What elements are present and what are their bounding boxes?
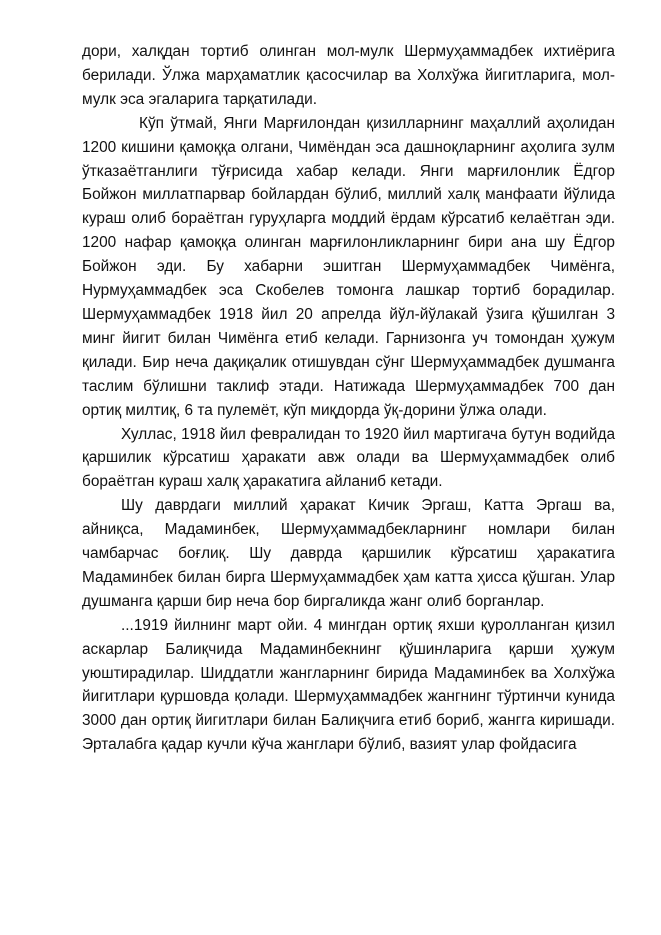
paragraph-3: Хуллас, 1918 йил февралидан то 1920 йил мартигача бутун водийда қаршилик кўрсатиш ҳаракати авж олади ва Шермуҳаммадбек олиб бораётган кураш халқ ҳаракатига айланиб кетади. <box>82 425 615 491</box>
paragraph-4: Шу даврдаги миллий ҳаракат Кичик Эргаш, Катта Эргаш ва, айниқса, Мадаминбек, Шермуҳаммадбекларнинг номлари билан чамбарчас боғлиқ. Шу даврда қаршилик кўрсатиш ҳаракатига Мадаминбек билан бирга Шермуҳаммадбек ҳам катта ҳисса қўшган. Улар душманга қарши бир неча бор биргаликда жанг олиб борганлар. <box>82 497 615 610</box>
document-page <box>82 40 615 757</box>
paragraph-1: дори, халқдан тортиб олинган мол-мулк Шермуҳаммадбек ихтиёрига берилади. Ўлжа марҳаматлик қасосчилар ва Холхўжа йигитларига, мол-мулк эса эгаларига тарқатилади. <box>82 43 615 108</box>
paragraph-2: Кўп ўтмай, Янги Марғилондан қизилларнинг маҳаллий аҳолидан 1200 кишини қамоққа олгани, Чимёндан эса дашноқларнинг аҳолига зулм ўтказаётганлиги тўғрисида хабар келади. Янги марғилонлик Ёдгор Бойжон миллатпарвар бойлардан бўлиб, миллий халқ манфаати йўлида кураш олиб бораётган гуруҳларга моддий ёрдам кўрсатиб келаётган эди. 1200 нафар қамоққа олинган марғилонликларнинг бири ана шу Ёдгор Бойжон эди. Бу хабарни эшитган Шермуҳаммадбек Чимёнга, Нурмуҳаммадбек эса Скобелев томонга лашкар тортиб борадилар. Шермуҳаммадбек 1918 йил 20 апрелда йўл-йўлакай ўзига қўшилган 3 минг йигит билан Чимёнга етиб келади. Гарнизонга уч томондан ҳужум қилади. Бир неча дақиқалик отишувдан сўнг Шермуҳаммадбек душманга таслим бўлишни таклиф этади. Натижада Шермуҳаммадбек 700 дан ортиқ милтиқ, 6 та пулемёт, кўп миқдорда ўқ-дорини ўлжа олади. <box>82 114 615 419</box>
paragraph-5: ...1919 йилнинг март ойи. 4 мингдан ортиқ яхши қуролланган қизил аскарлар Балиқчида Мадаминбекнинг қўшинларига қарши ҳужум уюштирадилар. Шиддатли жангларнинг бирида Мадаминбек ва Холхўжа йигитлари қуршовда қолади. Шермуҳаммадбек жангнинг тўртинчи кунида 3000 дан ортиқ йигитлари билан Балиқчига етиб бориб, жангга киришади. Эрталабга қадар кучли кўча жанглари бўлиб, вазият улар фойдасига <box>82 616 615 754</box>
